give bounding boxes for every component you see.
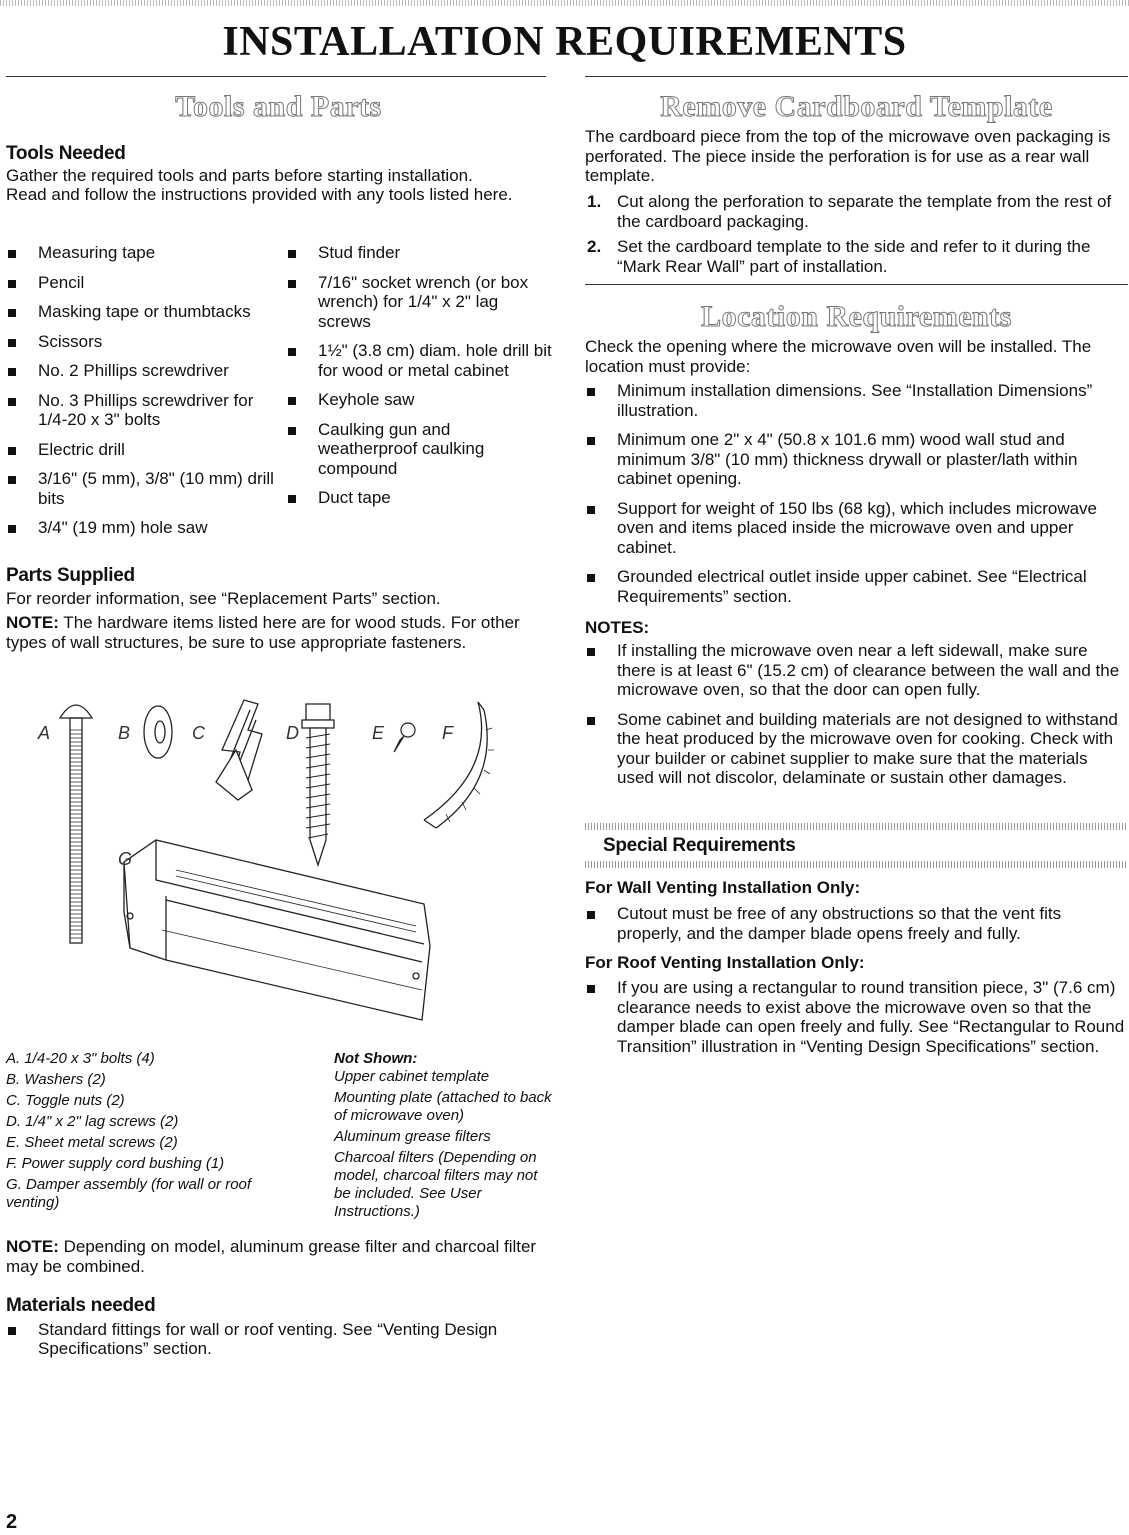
notes-list [585, 641, 1128, 788]
label-d: D [286, 723, 299, 743]
not-shown-item: Aluminum grease filters [334, 1128, 491, 1145]
parts-legend [6, 1050, 296, 1212]
special-heading: Special Requirements [603, 835, 796, 856]
tool-item: Electric drill [6, 440, 276, 460]
location-item: Support for weight of 150 lbs (68 kg), which includes microwave oven and items placed inside the microwave oven and upper cabinet. [585, 499, 1128, 558]
washer-drawing [144, 706, 172, 758]
parts-supplied-title: Parts Supplied [6, 565, 135, 586]
tool-item: Pencil [6, 273, 276, 293]
bolt-drawing [60, 705, 92, 943]
step-text: Set the cardboard template to the side and refer to it during the “Mark Rear Wall” part of installation. [617, 237, 1091, 276]
wall-venting-title: For Wall Venting Installation Only: [585, 878, 861, 897]
roof-venting-list [585, 978, 1128, 1056]
tool-item: 3/16" (5 mm), 3/8" (10 mm) drill bits [6, 469, 276, 508]
label-b: B [118, 723, 131, 743]
tools-and-parts-heading: Tools and Parts [175, 90, 382, 123]
right-divider [585, 76, 1128, 77]
label-a: A [38, 723, 51, 743]
lag-screw-drawing [302, 704, 334, 865]
tool-item: 3/4" (19 mm) hole saw [6, 518, 276, 538]
tool-item: 1½" (3.8 cm) diam. hole drill bit for wood or metal cabinet [286, 341, 554, 380]
label-g: G [118, 849, 133, 869]
tools-needed-title: Tools Needed [6, 143, 126, 164]
legend-item: F. Power supply cord bushing (1) [6, 1155, 225, 1172]
legend-item: A. 1/4-20 x 3" bolts (4) [6, 1050, 155, 1067]
location-divider [585, 284, 1128, 285]
special-bottom-hatch [585, 861, 1128, 868]
special-top-hatch [585, 823, 1128, 830]
tool-item: No. 3 Phillips screwdriver for 1/4-20 x 3" bolts [6, 391, 276, 430]
roof-venting-title: For Roof Venting Installation Only: [585, 953, 865, 972]
tool-item: Duct tape [286, 488, 554, 508]
tools-needed-intro: Gather the required tools and parts before starting installation. Read and follow the instructions provided with any tools listed here. [6, 165, 513, 204]
tool-item: Masking tape or thumbtacks [6, 302, 276, 322]
parts-note: NOTE: The hardware items listed here are for wood studs. For other types of wall structures, be sure to use appropriate fasteners. [6, 613, 520, 652]
step-text: Cut along the perforation to separate the template from the rest of the cardboard packaging. [617, 192, 1112, 231]
remove-template-heading: Remove Cardboard Template [660, 90, 1053, 123]
template-step [585, 192, 1115, 231]
tools-list-left [6, 243, 276, 538]
note-item: Some cabinet and building materials are not designed to withstand the heat produced by the microwave oven for cooking. Check with your builder or cabinet supplier to make sure that the materials used will not discolor, delaminate or sustain other damages. [585, 710, 1128, 788]
roof-venting-item: If you are using a rectangular to round transition piece, 3" (7.6 cm) clearance needs to exist above the microwave oven so that the damper blade can open freely and fully. See “Rectangular to Round Transition” illustration in “Venting Design Specifications” section. [585, 978, 1128, 1056]
tool-item: Caulking gun and weatherproof caulking compound [286, 420, 554, 479]
template-step [585, 237, 1115, 276]
location-item: Minimum installation dimensions. See “Installation Dimensions” illustration. [585, 381, 1128, 420]
not-shown-item: Mounting plate (attached to back of microwave oven) [334, 1089, 552, 1124]
notes-title: NOTES: [585, 618, 650, 637]
note-item: If installing the microwave oven near a left sidewall, make sure there is at least 6" (15.2 cm) of clearance between the wall and the microwave oven, so that the door can open fully. [585, 641, 1128, 700]
tool-item: Keyhole saw [286, 390, 554, 410]
wall-venting-list [585, 904, 1128, 943]
step-number: 1. [587, 192, 602, 211]
page-number: 2 [6, 1511, 18, 1533]
not-shown-item: Upper cabinet template [334, 1068, 490, 1085]
page-title: INSTALLATION REQUIREMENTS [222, 19, 907, 65]
toggle-nut-drawing [216, 700, 262, 800]
not-shown-block [334, 1050, 554, 1221]
location-heading: Location Requirements [701, 300, 1012, 333]
hardware-figure [26, 690, 496, 1040]
tool-item: Measuring tape [6, 243, 276, 263]
location-item: Grounded electrical outlet inside upper cabinet. See “Electrical Requirements” section. [585, 567, 1128, 606]
damper-drawing [124, 840, 430, 1020]
legend-item: E. Sheet metal screws (2) [6, 1134, 178, 1151]
tools-list-right [286, 243, 554, 508]
label-f: F [442, 723, 453, 743]
location-list [585, 381, 1128, 606]
not-shown-item: Charcoal filters (Depending on model, charcoal filters may not be included. See User Instructions.) [334, 1149, 538, 1220]
location-intro: Check the opening where the microwave oven will be installed. The location must provide: [585, 337, 1092, 376]
location-item: Minimum one 2" x 4" (50.8 x 101.6 mm) wood wall stud and minimum 3/8" (10 mm) thickness drywall or plaster/lath within cabinet opening. [585, 430, 1128, 489]
label-e: E [372, 723, 385, 743]
materials-item: Standard fittings for wall or roof venting. See “Venting Design Specifications” section. [6, 1320, 546, 1359]
legend-item: D. 1/4" x 2" lag screws (2) [6, 1113, 179, 1130]
tool-item: Scissors [6, 332, 276, 352]
step-number: 2. [587, 237, 602, 256]
sheet-metal-screw-drawing [394, 723, 415, 752]
wall-venting-item: Cutout must be free of any obstructions so that the vent fits properly, and the damper blade opens freely and fully. [585, 904, 1128, 943]
legend-item: G. Damper assembly (for wall or roof venting) [6, 1176, 252, 1211]
top-border [0, 0, 1129, 6]
remove-template-intro: The cardboard piece from the top of the microwave oven packaging is perforated. The piece inside the perforation is for use as a rear wall template. [585, 127, 1111, 185]
legend-item: B. Washers (2) [6, 1071, 106, 1088]
legend-item: C. Toggle nuts (2) [6, 1092, 125, 1109]
parts-supplied-intro: For reorder information, see “Replacement Parts” section. [6, 588, 441, 608]
bushing-drawing [424, 702, 494, 828]
tool-item: No. 2 Phillips screwdriver [6, 361, 276, 381]
tool-item: 7/16" socket wrench (or box wrench) for 1/4" x 2" lag screws [286, 273, 554, 332]
tool-item: Stud finder [286, 243, 554, 263]
not-shown-title: Not Shown: [334, 1050, 418, 1067]
remove-template-steps [585, 192, 1115, 276]
parts-note-2: NOTE: Depending on model, aluminum grease filter and charcoal filter may be combined. [6, 1237, 537, 1276]
label-c: C [192, 723, 205, 743]
materials-title: Materials needed [6, 1295, 156, 1316]
left-divider [6, 76, 546, 77]
